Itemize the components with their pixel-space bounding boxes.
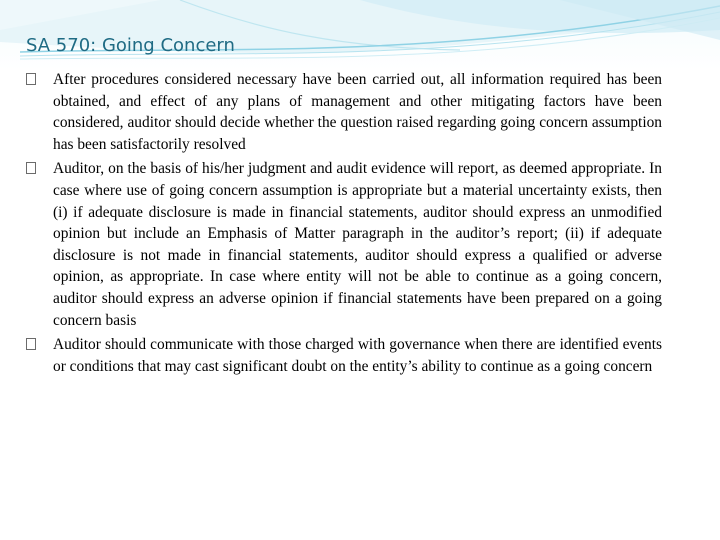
bullet-item [26, 158, 662, 331]
bullet-text: Auditor, on the basis of his/her judgment and audit evidence will report, as deemed appropriate. In case where use of going concern assumption is appropriate but a material uncertainty exists, then (i) if adequate disclosure is made in financial statements, auditor should express an unmodified opinion but include an Emphasis of Matter paragraph in the auditor’s report; (ii) if adequate disclosure is not made in financial statements, auditor should express a qualified or adverse opinion, as appropriate. In case where entity will not be able to continue as a going concern, auditor should express an adverse opinion if financial statements have been prepared on a going concern basis [53, 160, 662, 329]
square-bullet-icon [26, 73, 36, 85]
bullet-item [26, 334, 662, 377]
square-bullet-icon [26, 162, 36, 174]
bullet-text: After procedures considered necessary have been carried out, all information required has been obtained, and effect of any plans of management and other mitigating factors have been considered, auditor should decide whether the question raised regarding going concern assumption has been satisfactorily resolved [53, 71, 662, 153]
square-bullet-icon [26, 338, 36, 350]
bullet-text: Auditor should communicate with those charged with governance when there are identified events or conditions that may cast significant doubt on the entity’s ability to continue as a going concern [53, 336, 662, 375]
bullet-item [26, 69, 662, 155]
bullet-list [26, 69, 662, 380]
slide-title: SA 570: Going Concern [26, 35, 235, 56]
